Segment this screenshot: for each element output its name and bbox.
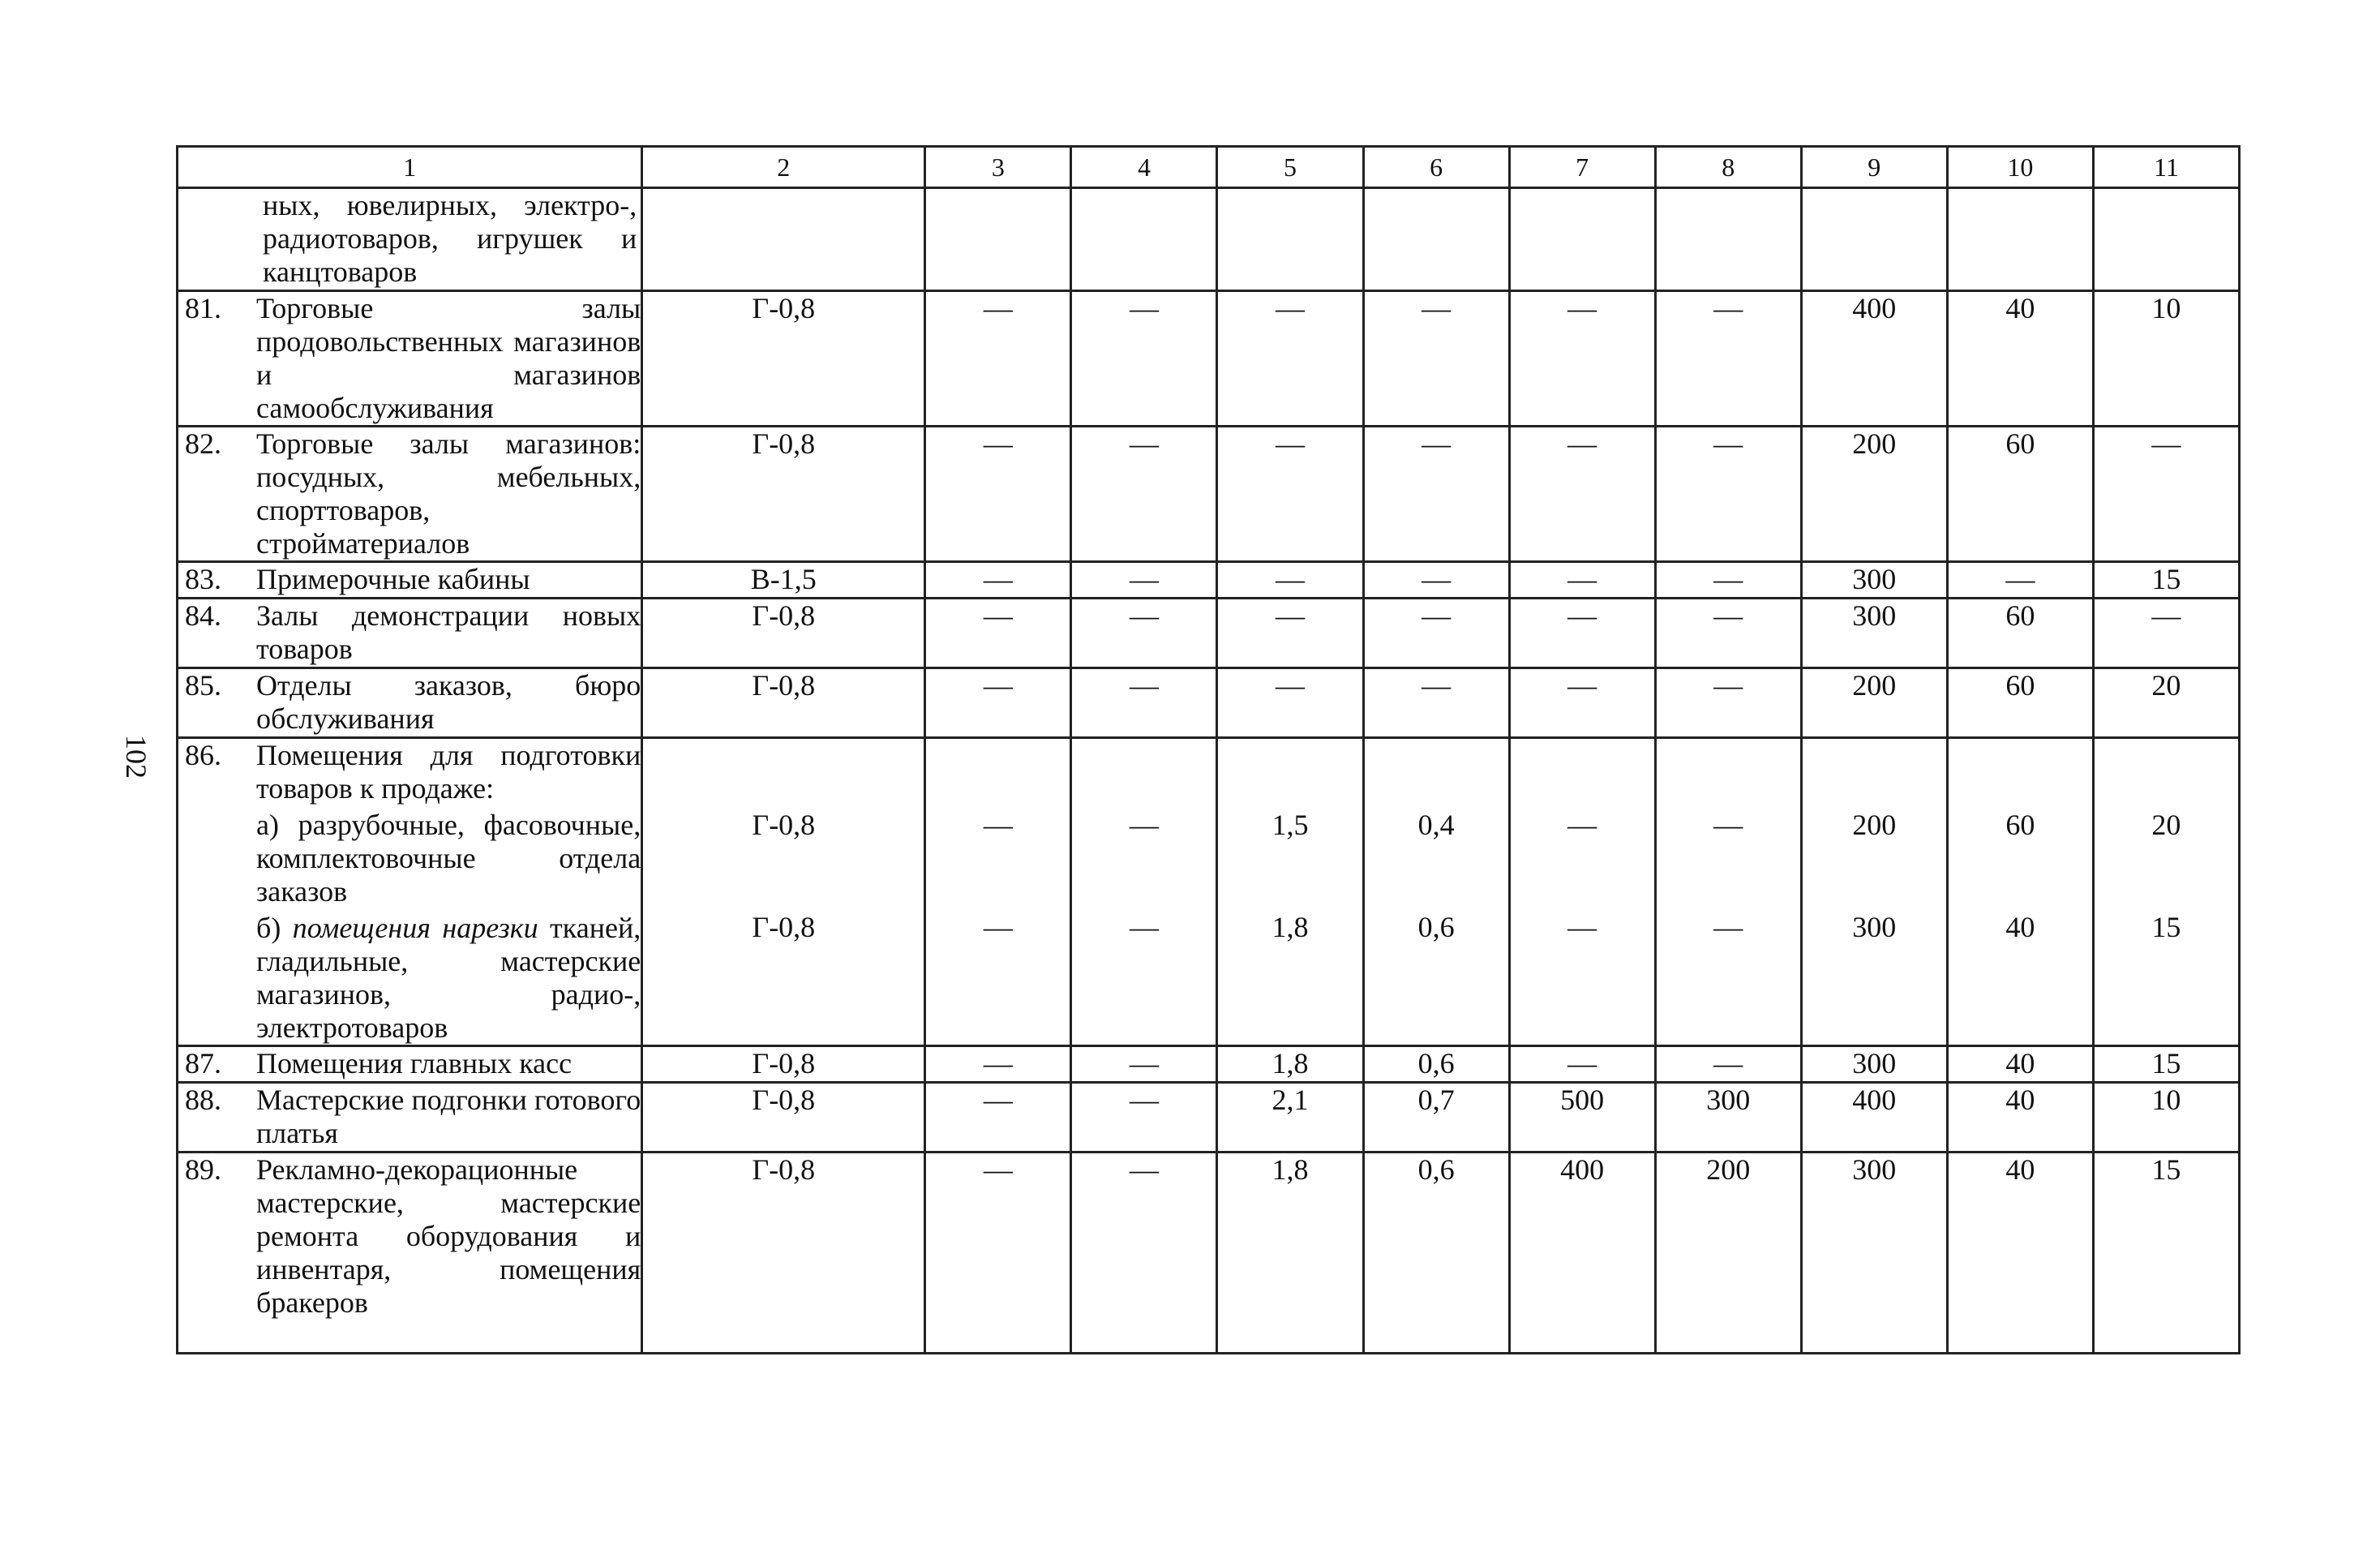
row-number: 81. bbox=[185, 292, 221, 324]
table-row bbox=[178, 562, 2240, 599]
cell: — bbox=[1363, 668, 1509, 738]
table-row-86 bbox=[178, 738, 2240, 1046]
cell: — bbox=[925, 1046, 1071, 1083]
page-number: 102 bbox=[120, 735, 152, 779]
cell: — bbox=[1071, 599, 1217, 668]
cell: 200 bbox=[1801, 427, 1947, 562]
column-header: 9 bbox=[1801, 147, 1947, 188]
cell: — bbox=[983, 911, 1013, 943]
cell: — bbox=[1509, 562, 1655, 599]
cell: — bbox=[1071, 1153, 1217, 1354]
row-description: Примерочные кабины bbox=[256, 563, 530, 595]
cell: 1,8 bbox=[1271, 911, 1309, 943]
cell: Г-0,8 bbox=[642, 668, 925, 738]
cell: — bbox=[1655, 291, 1801, 427]
column-header: 2 bbox=[642, 147, 925, 188]
header-row bbox=[178, 147, 2240, 188]
column-header: 1 bbox=[178, 147, 642, 188]
cell: 60 bbox=[1947, 668, 2093, 738]
cell: — bbox=[1509, 291, 1655, 427]
cell: 40 bbox=[1947, 1046, 2093, 1083]
column-header: 11 bbox=[2093, 147, 2239, 188]
cell: 10 bbox=[2093, 1083, 2239, 1153]
cell: — bbox=[1655, 1046, 1801, 1083]
cell: — bbox=[925, 1153, 1071, 1354]
table-row bbox=[178, 1083, 2240, 1153]
cell: Г-0,8 bbox=[642, 1153, 925, 1354]
cell: 300 bbox=[1852, 911, 1897, 943]
row-description: Помещения для подготовки товаров к продаже: bbox=[256, 739, 641, 805]
cell: 60 bbox=[2005, 809, 2035, 841]
row-description: Отделы заказов, бюро обслуживания bbox=[256, 669, 641, 735]
cell: 40 bbox=[1947, 1153, 2093, 1354]
row-description: Торговые залы магазинов: посудных, мебельных, спорттоваров, стройматериалов bbox=[256, 427, 641, 560]
cell: 1,8 bbox=[1217, 1046, 1363, 1083]
cell: — bbox=[1217, 291, 1363, 427]
cell: 400 bbox=[1801, 1083, 1947, 1153]
cell: 200 bbox=[1655, 1153, 1801, 1354]
cell: — bbox=[2093, 427, 2239, 562]
cell: 0,6 bbox=[1417, 911, 1455, 943]
cell: 15 bbox=[2093, 562, 2239, 599]
table-row bbox=[178, 668, 2240, 738]
cell: — bbox=[1217, 427, 1363, 562]
row-number: 83. bbox=[185, 563, 221, 595]
cell: — bbox=[925, 668, 1071, 738]
cell: 500 bbox=[1509, 1083, 1655, 1153]
cell: — bbox=[1655, 562, 1801, 599]
cell: — bbox=[925, 562, 1071, 599]
cell: — bbox=[2093, 599, 2239, 668]
cell: — bbox=[1713, 911, 1743, 943]
column-header: 7 bbox=[1509, 147, 1655, 188]
cell: 15 bbox=[2093, 1046, 2239, 1083]
sub-item-a-text: а) разрубочные, фасовочные, комплектовочные отдела заказов bbox=[256, 809, 641, 908]
cell: — bbox=[1071, 1046, 1217, 1083]
cell: — bbox=[1567, 809, 1597, 841]
row-description: Мастерские подгонки готового платья bbox=[256, 1084, 641, 1149]
cell: 20 bbox=[2093, 668, 2239, 738]
cell: 0,4 bbox=[1417, 809, 1455, 841]
cell: — bbox=[1655, 668, 1801, 738]
cell: — bbox=[1071, 1083, 1217, 1153]
row-number: 85. bbox=[185, 669, 221, 702]
norms-table bbox=[176, 145, 2241, 1354]
cell: 300 bbox=[1655, 1083, 1801, 1153]
column-header: 6 bbox=[1363, 147, 1509, 188]
cell: 10 bbox=[2093, 291, 2239, 427]
cell: — bbox=[1217, 562, 1363, 599]
cell: — bbox=[1217, 599, 1363, 668]
row-description: Помещения главных касс bbox=[256, 1047, 572, 1080]
cell: — bbox=[1129, 911, 1159, 943]
cell: — bbox=[1509, 1046, 1655, 1083]
table-row bbox=[178, 1153, 2240, 1354]
row-number: 88. bbox=[185, 1084, 221, 1116]
cell: Г-0,8 bbox=[642, 1046, 925, 1083]
cell: — bbox=[1567, 911, 1597, 943]
cell: — bbox=[1509, 668, 1655, 738]
cell: 200 bbox=[1801, 668, 1947, 738]
cell: — bbox=[1509, 599, 1655, 668]
table-row bbox=[178, 1046, 2240, 1083]
cell: — bbox=[1217, 668, 1363, 738]
cell: 400 bbox=[1509, 1153, 1655, 1354]
row-description: Торговые залы продовольственных магазинов и магазинов самообслуживания bbox=[256, 292, 641, 424]
cell: 200 bbox=[1852, 809, 1897, 841]
cell: 60 bbox=[1947, 427, 2093, 562]
cell: 40 bbox=[1947, 1083, 2093, 1153]
cell: — bbox=[1509, 427, 1655, 562]
cell: 400 bbox=[1801, 291, 1947, 427]
cell: 0,6 bbox=[1363, 1046, 1509, 1083]
continuation-text: ных, ювелирных, электро-, радиотоваров, игрушек и канцтоваров bbox=[263, 189, 637, 288]
cell: — bbox=[1655, 427, 1801, 562]
cell: 15 bbox=[2093, 1153, 2239, 1354]
cell: — bbox=[1655, 599, 1801, 668]
cell: 40 bbox=[1947, 291, 2093, 427]
cell: 20 bbox=[2151, 809, 2181, 841]
cell: Г-0,8 bbox=[642, 599, 925, 668]
cell: — bbox=[925, 599, 1071, 668]
row-number: 82. bbox=[185, 427, 221, 460]
cell: 40 bbox=[2005, 911, 2035, 943]
cell: — bbox=[1071, 427, 1217, 562]
cell: Г-0,8 bbox=[642, 427, 925, 562]
cell: 300 bbox=[1801, 1046, 1947, 1083]
cell: 0,6 bbox=[1363, 1153, 1509, 1354]
cell: 1,8 bbox=[1217, 1153, 1363, 1354]
cell: — bbox=[925, 291, 1071, 427]
cell: — bbox=[1129, 809, 1159, 841]
column-header: 4 bbox=[1071, 147, 1217, 188]
cell: — bbox=[1363, 291, 1509, 427]
column-header: 10 bbox=[1947, 147, 2093, 188]
table-row-continuation bbox=[178, 188, 2240, 291]
cell: — bbox=[1071, 668, 1217, 738]
cell: — bbox=[1363, 599, 1509, 668]
row-number: 84. bbox=[185, 599, 221, 632]
cell: Г-0,8 bbox=[642, 1083, 925, 1153]
row-description: Залы демонстрации новых товаров bbox=[256, 599, 641, 665]
cell: — bbox=[1363, 427, 1509, 562]
row-description: Рекламно-декорационные мастерские, мастерские ремонта оборудования и инвентаря, помещения бракеров bbox=[256, 1153, 641, 1319]
column-header: 8 bbox=[1655, 147, 1801, 188]
cell: — bbox=[925, 427, 1071, 562]
cell: Г-0,8 bbox=[752, 809, 816, 841]
cell: — bbox=[1071, 562, 1217, 599]
cell: 1,5 bbox=[1271, 809, 1309, 841]
row-number: 89. bbox=[185, 1153, 221, 1186]
cell: 300 bbox=[1801, 562, 1947, 599]
table-row bbox=[178, 599, 2240, 668]
cell: 15 bbox=[2151, 911, 2181, 943]
column-header: 5 bbox=[1217, 147, 1363, 188]
row-number: 87. bbox=[185, 1047, 221, 1080]
cell: 0,7 bbox=[1363, 1083, 1509, 1153]
sub-item-b-text: б) помещения нарезки тканей, гладильные, мастерские магазинов, радио-, электротоваров bbox=[256, 912, 641, 1044]
cell: — bbox=[1947, 562, 2093, 599]
cell: — bbox=[1713, 809, 1743, 841]
cell: В-1,5 bbox=[642, 562, 925, 599]
table-row bbox=[178, 427, 2240, 562]
cell: Г-0,8 bbox=[642, 291, 925, 427]
cell: 300 bbox=[1801, 1153, 1947, 1354]
cell: Г-0,8 bbox=[752, 911, 816, 943]
cell: 300 bbox=[1801, 599, 1947, 668]
cell: — bbox=[1071, 291, 1217, 427]
cell: 2,1 bbox=[1217, 1083, 1363, 1153]
cell: — bbox=[983, 809, 1013, 841]
table-row bbox=[178, 291, 2240, 427]
row-number: 86. bbox=[185, 739, 221, 771]
cell: — bbox=[1363, 562, 1509, 599]
column-header: 3 bbox=[925, 147, 1071, 188]
cell: — bbox=[925, 1083, 1071, 1153]
cell: 60 bbox=[1947, 599, 2093, 668]
